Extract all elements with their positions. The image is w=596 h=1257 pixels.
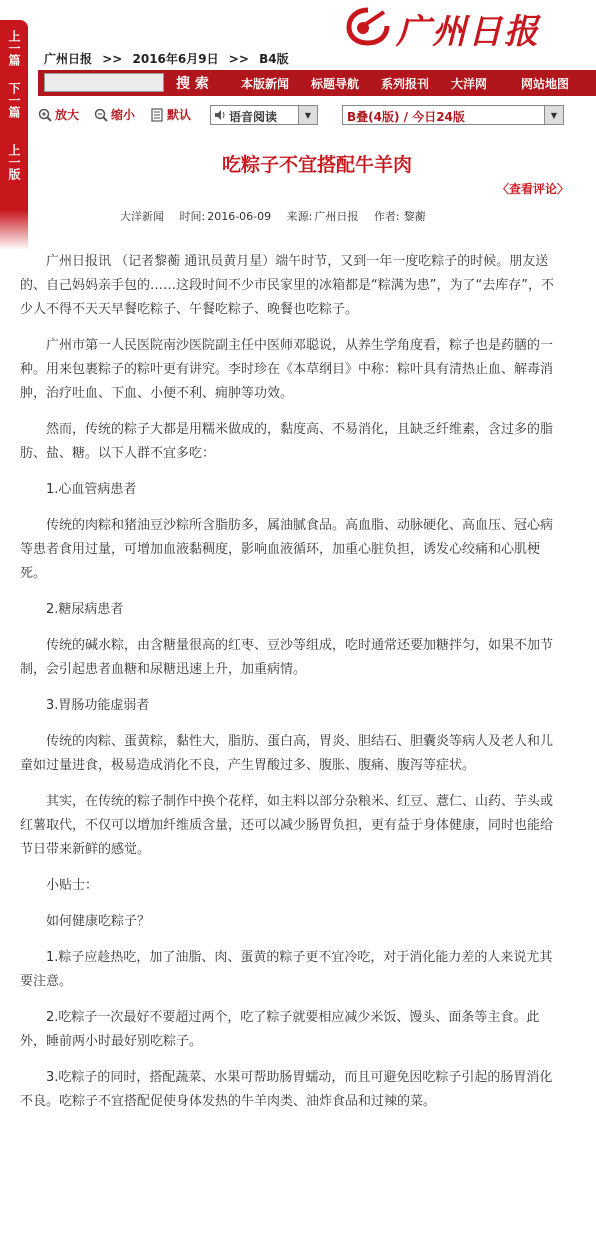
zoom-out-label: 缩小 — [111, 108, 136, 122]
article-body — [20, 250, 560, 1126]
article-time — [180, 210, 272, 223]
article-subheading: 2.糖尿病患者 — [46, 602, 124, 617]
article-paragraph: 然而，传统的粽子大都是用糯米做成的，黏度高、不易消化，且缺乏纤维素，含过多的脂肪、盐、糖。以下人群不宜多吃： — [20, 422, 554, 461]
breadcrumb-section[interactable]: B4版 — [259, 52, 289, 66]
document-icon — [150, 108, 164, 122]
logo-mark-icon — [346, 6, 390, 46]
default-size-label: 默认 — [167, 108, 192, 122]
logo-text: 广州日报 — [396, 12, 540, 52]
sidebar-gradient — [0, 210, 28, 250]
article-subheading: 3.胃肠功能虚弱者 — [46, 698, 150, 713]
article-source: 大洋新闻 — [120, 210, 164, 223]
zoom-in-label: 放大 — [55, 108, 80, 122]
article-paragraph: 广州日报讯 （记者黎蘅 通讯员黄月星）端午时节，又到一年一度吃粽子的时候。朋友送的、自己妈妈亲手包的……这段时间不少市民家里的冰箱都是“粽满为患”，为了“去库存”，不少人不得不天天早餐吃粽子、午餐吃粽子、晚餐也吃粽子。 — [20, 254, 554, 317]
edition-select-value: B叠(4版) / 今日24版 — [347, 110, 465, 124]
article-paragraph: 2.吃粽子一次最好不要超过两个，吃了粽子就要相应减少米饭、馒头、面条等主食。此外，睡前两小时最好别吃粽子。 — [20, 1010, 540, 1049]
edition-select[interactable] — [342, 105, 564, 125]
chevron-down-icon: ▼ — [544, 106, 563, 124]
author-value: 黎蘅 — [403, 210, 426, 223]
article-paragraph: 传统的碱水粽，由含糖量很高的红枣、豆沙等组成，吃时通常还要加糖拌匀，如果不加节制，会引起患者血糖和尿糖迅速上升，加重病情。 — [20, 638, 554, 677]
next-article-button[interactable] — [0, 82, 28, 118]
nav-link-section-news[interactable]: 本版新闻 — [241, 77, 290, 91]
author-label: 作者: — [373, 210, 400, 223]
article-paragraph: 传统的肉粽和猪油豆沙粽所含脂肪多，属油腻食品。高血脂、动脉硬化、高血压、冠心病等患者食用过量，可增加血液黏稠度，影响血液循环，加重心脏负担，诱发心绞痛和心肌梗死。 — [20, 518, 554, 581]
article-meta — [120, 208, 438, 224]
top-nav-bar — [38, 70, 596, 96]
masthead-logo[interactable] — [340, 2, 590, 50]
breadcrumb-separator: >> — [228, 52, 249, 66]
article-from — [287, 210, 359, 223]
next-article-label: 下一篇 — [7, 82, 21, 118]
article-paragraph: 其实，在传统的粽子制作中换个花样，如主料以部分杂粮米、红豆、薏仁、山药、芋头或红薯取代，不仅可以增加纤维质含量，还可以减少肠胃负担，更有益于身体健康，同时也能给节日带来新鲜的感觉。 — [20, 794, 554, 857]
prev-article-button[interactable] — [0, 30, 28, 66]
time-value: 2016-06-09 — [207, 210, 272, 223]
zoom-in-button[interactable] — [38, 106, 79, 123]
article-subheading: 1.心血管病患者 — [46, 482, 137, 497]
article-subheading: 小贴士： — [46, 878, 99, 893]
article-paragraph: 传统的肉粽、蛋黄粽，黏性大，脂肪、蛋白高，胃炎、胆结石、胆囊炎等病人及老人和儿童如过量进食，极易造成消化不良，产生胃酸过多、腹胀、腹痛、腹泻等症状。 — [20, 734, 554, 773]
article-subheading: 如何健康吃粽子？ — [46, 914, 151, 929]
from-label: 来源: — [286, 210, 313, 223]
breadcrumb-separator: >> — [102, 52, 123, 66]
breadcrumb-date[interactable]: 2016年6月9日 — [132, 52, 219, 66]
prev-page-label: 上一版 — [7, 144, 21, 180]
view-comments-link[interactable]: 〈查看评论〉 — [497, 182, 570, 196]
nav-link-headline-nav[interactable]: 标题导航 — [311, 77, 360, 91]
article-title: 吃粽子不宜搭配牛羊肉 — [221, 154, 412, 176]
article-author — [374, 210, 426, 223]
prev-page-button[interactable] — [0, 144, 28, 180]
reading-toolbar — [38, 102, 596, 130]
speaker-icon — [214, 109, 226, 121]
search-input[interactable] — [44, 73, 164, 92]
article-paragraph: 广州市第一人民医院南沙医院副主任中医师邓聪说，从养生学角度看，粽子也是药膳的一种。用来包裹粽子的粽叶更有讲究。李时珍在《本草纲目》中称：粽叶具有清热止血、解毒消肿，治疗吐血、下血、小便不利、痈肿等功效。 — [20, 338, 554, 401]
default-size-button[interactable] — [150, 106, 191, 123]
time-label: 时间: — [179, 210, 206, 223]
nav-links — [241, 75, 591, 92]
nav-link-dayoo[interactable]: 大洋网 — [451, 77, 488, 91]
nav-link-sitemap[interactable]: 网站地图 — [521, 77, 570, 91]
chevron-down-icon: ▼ — [298, 106, 317, 124]
nav-link-series[interactable]: 系列报刊 — [381, 77, 430, 91]
breadcrumb — [44, 50, 295, 67]
article-paragraph: 1.粽子应趁热吃，加了油脂、肉、蛋黄的粽子更不宜冷吃，对于消化能力差的人来说尤其要注意。 — [20, 950, 553, 989]
article-paragraph: 3.吃粽子的同时，搭配蔬菜、水果可帮助肠胃蠕动，而且可避免因吃粽子引起的肠胃消化不良。吃粽子不宜搭配促使身体发热的牛羊肉类、油炸食品和过辣的菜。 — [20, 1070, 553, 1109]
voice-reading-label: 语音阅读 — [229, 110, 278, 124]
voice-reading-select[interactable] — [210, 105, 318, 125]
zoom-in-icon — [38, 108, 52, 122]
zoom-out-icon — [94, 108, 108, 122]
zoom-out-button[interactable] — [94, 106, 135, 123]
breadcrumb-paper[interactable]: 广州日报 — [44, 52, 93, 66]
search-button[interactable]: 搜 索 — [176, 76, 209, 92]
prev-article-label: 上一篇 — [7, 30, 21, 66]
from-value: 广州日报 — [314, 210, 359, 223]
